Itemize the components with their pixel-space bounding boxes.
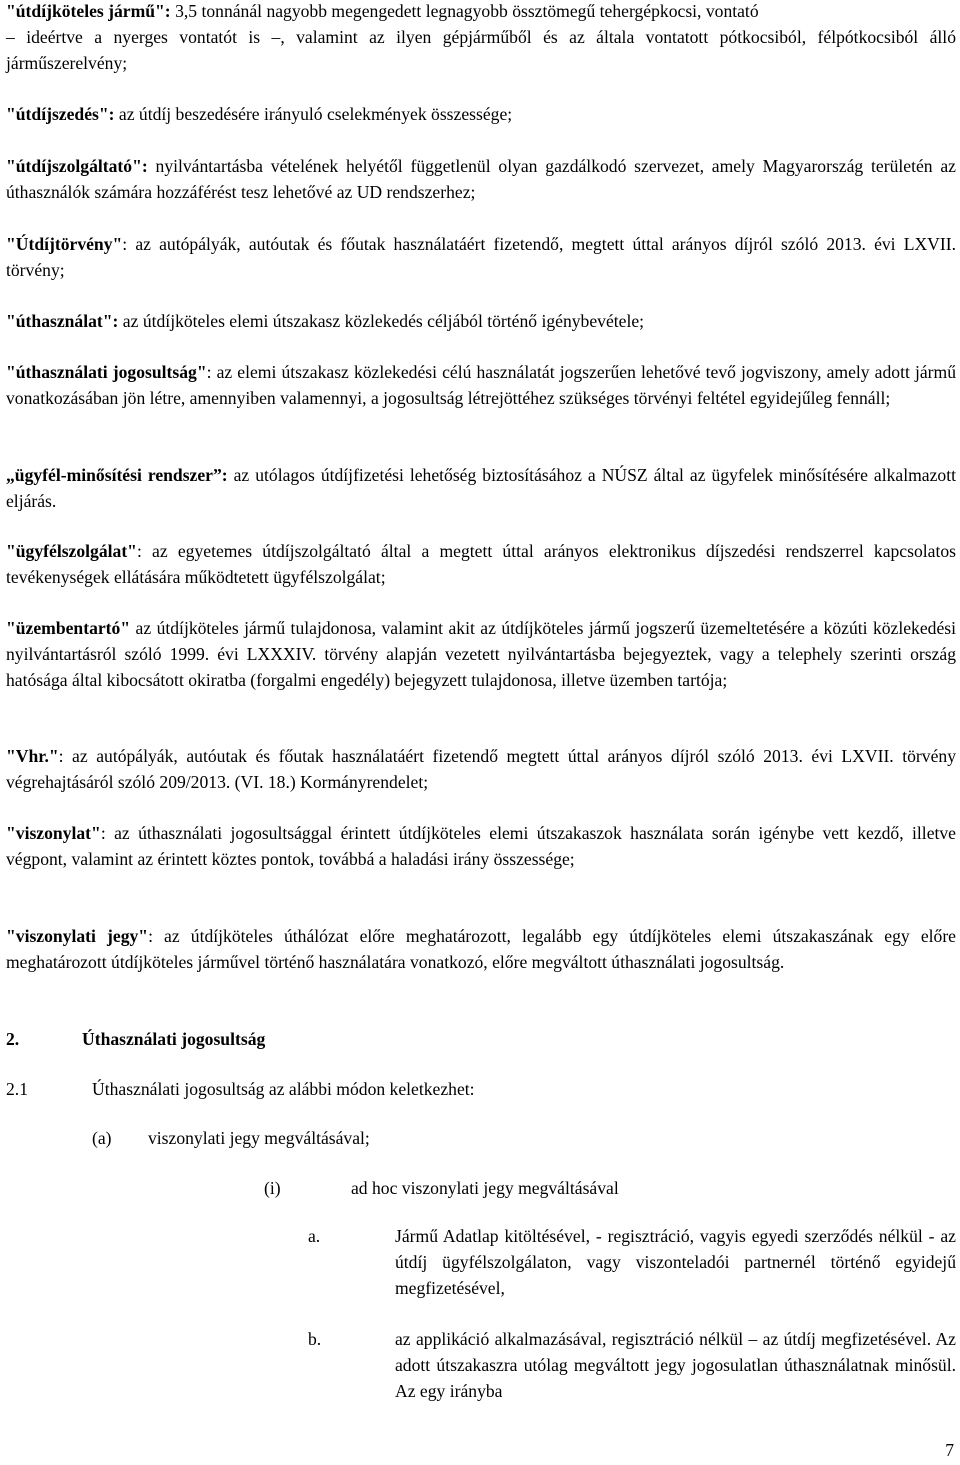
definition-body: : az úthasználati jogosultsággal érintett útdíjköteles elemi útszakaszok használata során igénybe vett kezdő, illetve végpont, valamint az érintett köztes pontok, továbbá a haladási irány összessége; [6, 823, 956, 869]
definition-term: "útdíjszolgáltató": [6, 156, 148, 176]
definition-body: – ideértve a nyerges vontatót is –, valamint az ilyen gépjárműből és az általa vontatott pótkocsiból, félpótkocsiból álló járműszerelvény; [6, 27, 956, 73]
definition-body: : az autópályák, autóutak és főutak használatáért fizetendő megtett úttal arányos díjról szóló 2013. évi LXVII. törvény végrehajtásáról szóló 209/2013. (VI. 18.) Kormányrendelet; [6, 746, 956, 792]
definition-body: az útdíjköteles elemi útszakasz közlekedés céljából történő igénybevétele; [118, 311, 645, 331]
list-label: b. [308, 1329, 322, 1349]
list-item-a2 [6, 1223, 956, 1303]
definition-term: "útdíjszedés": [6, 104, 115, 124]
list-item-b2 [6, 1326, 956, 1406]
definition-body: 3,5 tonnánál nagyobb megengedett legnagyobb össztömegű tehergépkocsi, vontató [170, 1, 759, 21]
definition-utdijtorveny [6, 231, 956, 283]
definition-body: : az útdíjköteles úthálózat előre meghatározott, legalább egy útdíjköteles elemi útszakaszának egy előre meghatározott útdíjköteles járművel történő használatára vonatkozó, előre megváltott úthasználati jogosultság. [6, 926, 956, 972]
definition-utdijkoteles-jarmu [6, 0, 956, 24]
definition-ugyfelszolgalat [6, 538, 956, 590]
definition-continuation [6, 24, 956, 76]
definition-term: "viszonylati jegy" [6, 926, 149, 946]
definition-body: az utólagos útdíjfizetési lehetőség biztosításához a NÚSZ által az ügyfelek minősítésére alkalmazott eljárás. [6, 465, 956, 511]
definition-utdijszedes [6, 101, 956, 127]
definition-utdijszolgaltato [6, 153, 956, 205]
definition-body: : az egyetemes útdíjszolgáltató által a megtett úttal arányos elektronikus díjszedési rendszerrel kapcsolatos tevékenységek ellátására működtetett ügyfélszolgálat; [6, 541, 956, 587]
page-number: 7 [945, 1440, 954, 1460]
list-text: Jármű Adatlap kitöltésével, - regisztráció, vagyis egyedi szerződés nélkül - az útdíj ügyfélszolgálaton, vagy viszonteladói partnernél történő egyidejű megfizetésével, [395, 1226, 956, 1298]
definition-ugyfel-minositesi-rendszer [6, 462, 956, 514]
definition-body: : az autópályák, autóutak és főutak használatáért fizetendő, megtett úttal arányos díjról szóló 2013. évi LXVII. törvény; [6, 234, 956, 280]
list-label: (i) [264, 1178, 281, 1198]
definition-term: "úthasználat": [6, 311, 119, 331]
list-text: ad hoc viszonylati jegy megváltásával [351, 1178, 619, 1198]
definition-viszonylati-jegy [6, 923, 956, 975]
subsection-text: Úthasználati jogosultság az alábbi módon keletkezhet: [92, 1079, 475, 1099]
list-label: (a) [92, 1128, 112, 1148]
list-text: viszonylati jegy megváltásával; [148, 1128, 370, 1148]
list-text: az applikáció alkalmazásával, regisztráció nélkül – az útdíj megfizetésével. Az adott útszakaszra utólag megváltott jegy jogosulatlan úthasználatnak minősül. Az egy irányba [395, 1329, 956, 1401]
definition-term: "viszonylat" [6, 823, 101, 843]
section-number: 2. [6, 1029, 20, 1049]
definition-uzembentarto [6, 615, 956, 693]
definition-body: nyilvántartásba vételének helyétől függetlenül olyan gazdálkodó szervezet, amely Magyarország területén az úthasználók számára hozzáférést tesz lehetővé az UD rendszerhez; [6, 156, 956, 202]
section-title: Úthasználati jogosultság [82, 1029, 266, 1049]
definition-term: „ügyfél-minősítési rendszer”: [6, 465, 228, 485]
definition-term: "Útdíjtörvény" [6, 234, 123, 254]
definition-vhr [6, 743, 956, 795]
definition-viszonylat [6, 820, 956, 872]
definition-uthasznalati-jogosultsag [6, 359, 956, 411]
subsection-number: 2.1 [6, 1079, 28, 1099]
definition-term: "Vhr." [6, 746, 59, 766]
definition-term: "útdíjköteles jármű": [6, 1, 171, 21]
definition-term: "úthasználati jogosultság" [6, 362, 207, 382]
definition-body: az útdíj beszedésére irányuló cselekmények összessége; [114, 104, 513, 124]
definition-term: "üzembentartó" [6, 618, 131, 638]
list-label: a. [308, 1226, 321, 1246]
definition-uthasznalat [6, 308, 956, 334]
definition-body: az útdíjköteles jármű tulajdonosa, valamint akit az útdíjköteles jármű jogszerű üzemeltetésére a közúti közlekedési nyilvántartásról szóló 1999. évi LXXXIV. törvény alapján vezetett nyilvántartásba bejegyeztek, vagy a telephely szerinti ország hatósága által kibocsátott okiratba (forgalmi engedély) bejegyzett tulajdonosa, illetve üzemben tartója; [6, 618, 956, 690]
definition-term: "ügyfélszolgálat" [6, 541, 137, 561]
definition-body: : az elemi útszakasz közlekedési célú használatát jogszerűen lehetővé tevő jogviszony, amely adott jármű vonatkozásában jön létre, amennyiben valamennyi, a jogosultság létrejöttéhez szükséges törvényi feltétel egyidejűleg fennáll; [6, 362, 956, 408]
